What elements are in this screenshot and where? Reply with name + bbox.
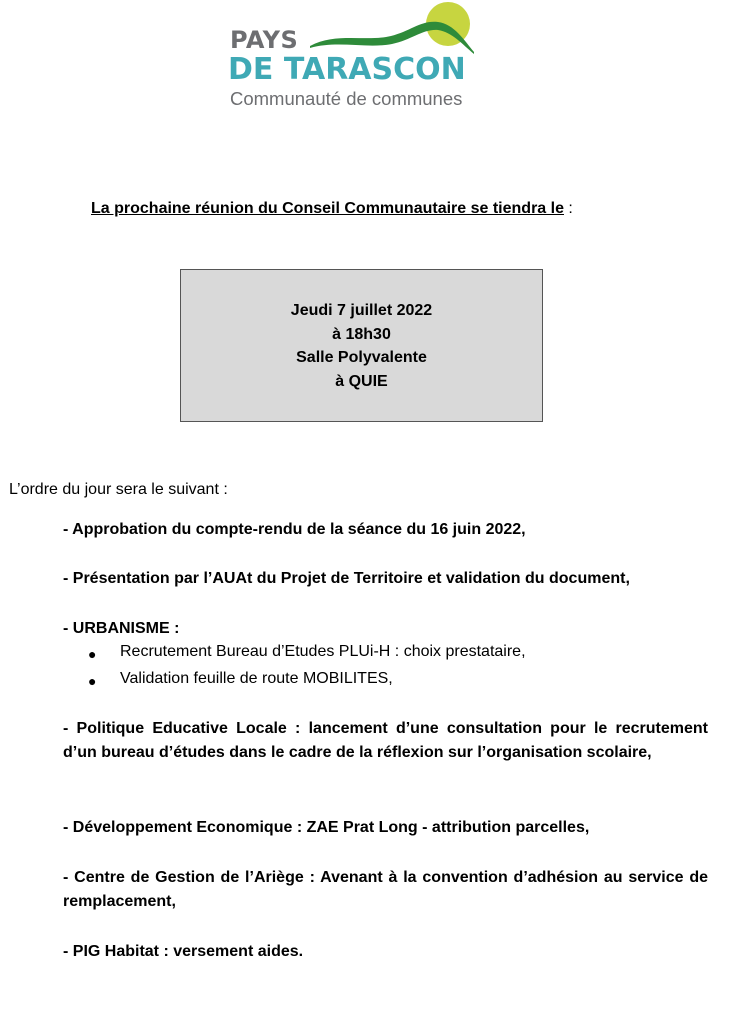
- logo-tagline: Communauté de communes: [230, 88, 463, 109]
- agenda-item-pig-habitat: - PIG Habitat : versement aides.: [63, 943, 304, 960]
- meeting-time: à 18h30: [332, 325, 391, 343]
- logo: [226, 2, 476, 110]
- agenda-item-urbanisme: - URBANISME :: [63, 620, 180, 637]
- meeting-details-box: [180, 269, 543, 422]
- agenda-item-centre-de-gestion: - Centre de Gestion de l’Ariège : Avenant à la convention d’adhésion au service de remplacement,: [63, 869, 708, 910]
- bullet-text: Validation feuille de route MOBILITES,: [120, 670, 393, 687]
- agenda-intro: L’ordre du jour sera le suivant :: [9, 481, 228, 498]
- announcement-text: La prochaine réunion du Conseil Communautaire se tiendra le: [91, 200, 564, 217]
- agenda-item-politique-educative: - Politique Educative Locale : lancement d’une consultation pour le recrutement d’un bureau d’études dans le cadre de la réflexion sur l’organisation scolaire,: [63, 720, 708, 761]
- bullet-icon: ●: [88, 646, 97, 662]
- agenda-item-approbation: - Approbation du compte-rendu de la séance du 16 juin 2022,: [63, 521, 526, 538]
- logo-pays: PAYS: [230, 26, 299, 54]
- meeting-venue: Salle Polyvalente: [296, 349, 427, 366]
- meeting-date: Jeudi 7 juillet 2022: [290, 302, 433, 319]
- meeting-place: à QUIE: [335, 372, 388, 390]
- logo-de-tarascon: DE TARASCON: [228, 52, 466, 87]
- agenda-item-developpement-economique: - Développement Economique : ZAE Prat Long - attribution parcelles,: [63, 819, 590, 836]
- bullet-icon: ●: [88, 673, 97, 689]
- agenda-item-presentation: - Présentation par l’AUAt du Projet de Territoire et validation du document,: [63, 570, 630, 587]
- meeting-announcement: [91, 200, 573, 218]
- bullet-text: Recrutement Bureau d’Etudes PLUi-H : choix prestataire,: [120, 643, 526, 660]
- announcement-colon: :: [563, 200, 573, 217]
